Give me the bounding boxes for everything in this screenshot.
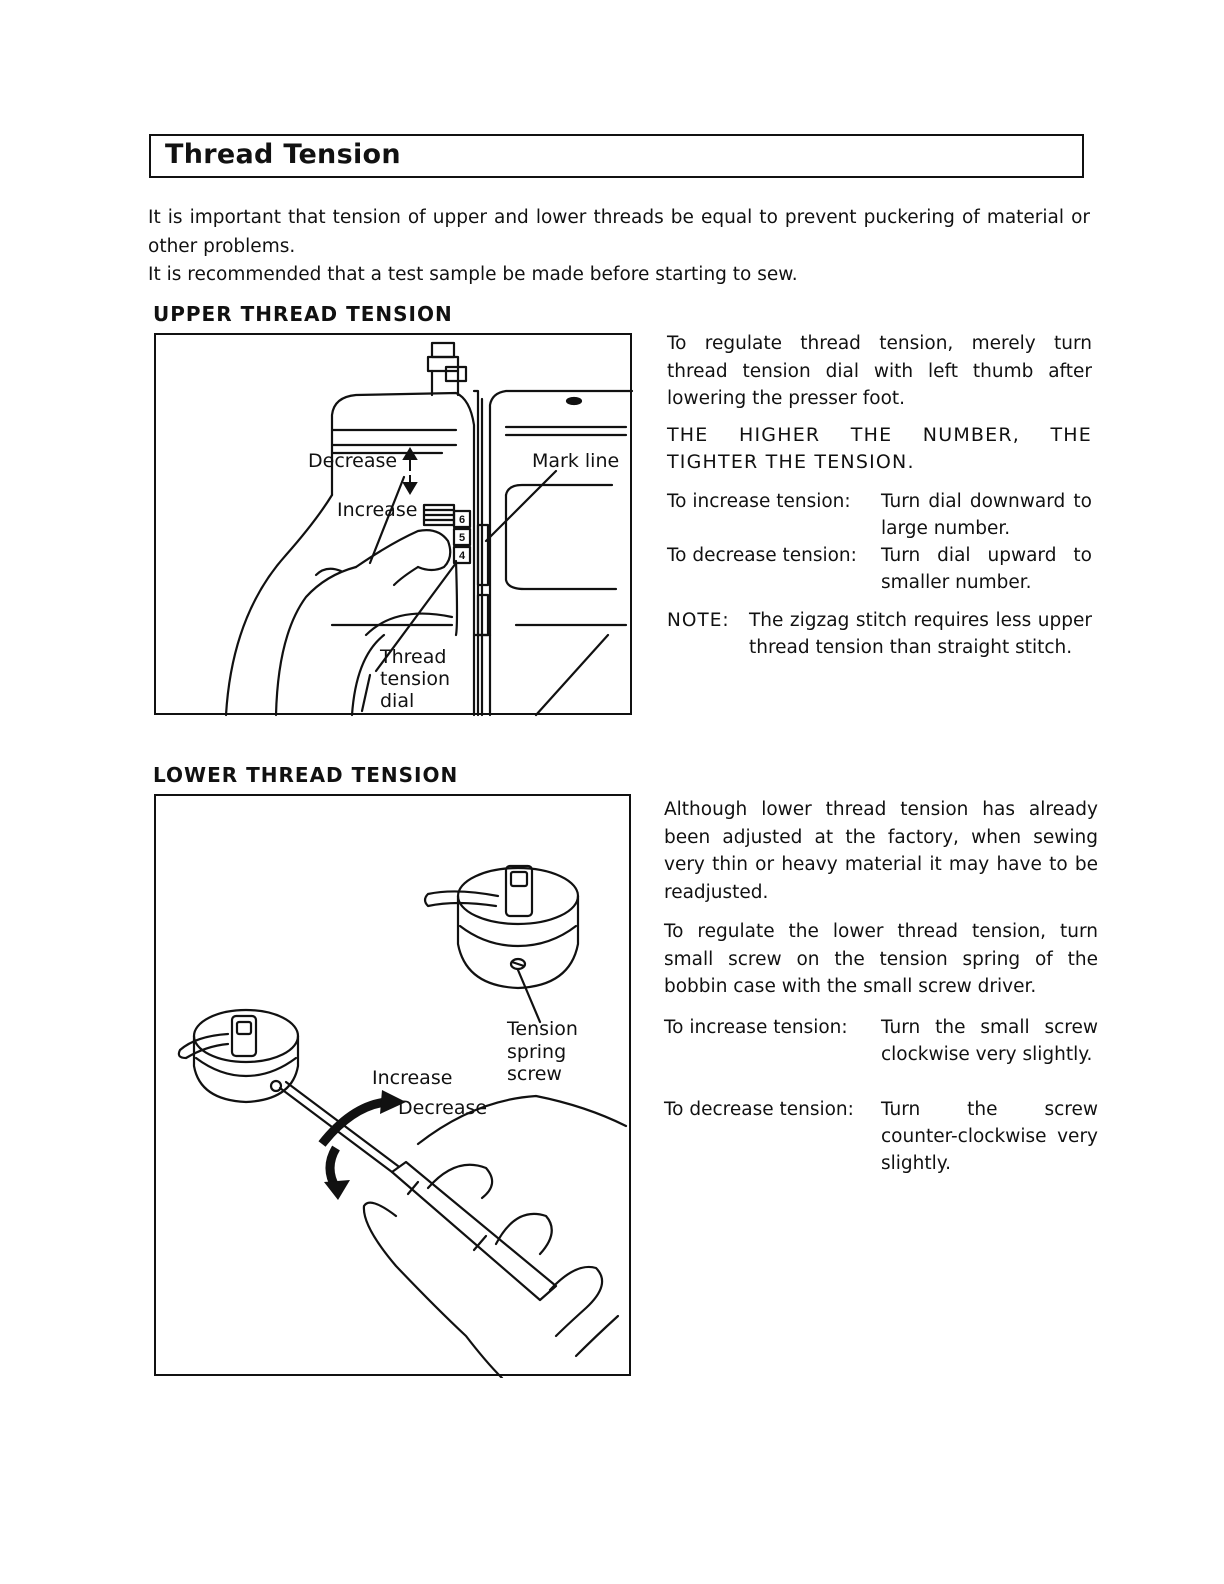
dial-label-line-3: dial xyxy=(380,690,415,712)
intro-line-1: It is important that tension of upper and lower threads be equal to prevent puckering of material or other problems. xyxy=(148,207,1090,257)
intro-text xyxy=(148,204,1090,290)
mark-line-label: Mark line xyxy=(532,450,620,472)
dial-number: 5 xyxy=(458,532,466,544)
upper-increase-row xyxy=(667,488,1092,542)
upper-decrease-key: To decrease tension: xyxy=(667,545,857,566)
note-value: The zigzag stitch requires less upper thread tension than straight stitch. xyxy=(749,610,1092,658)
intro-line-2: It is recommended that a test sample be made before starting to sew. xyxy=(148,264,798,285)
page-title: Thread Tension xyxy=(165,139,401,170)
lower-increase-label: Increase xyxy=(372,1067,453,1089)
upper-note-row xyxy=(667,607,1092,661)
upper-paragraph-1: To regulate thread tension, merely turn thread tension dial with left thumb after lowering the presser foot. xyxy=(667,333,1092,409)
lower-section-heading: LOWER THREAD TENSION xyxy=(153,763,459,787)
upper-section-heading: UPPER THREAD TENSION xyxy=(153,302,453,326)
dial-label-line-2: tension xyxy=(380,668,451,690)
lower-decrease-row xyxy=(664,1096,1098,1178)
lower-paragraph-1: Although lower thread tension has already been adjusted at the factory, when sewing very thin or heavy material it may have to be readjusted. xyxy=(664,799,1098,903)
upper-increase-key: To increase tension: xyxy=(667,491,851,512)
upper-increase-label: Increase xyxy=(337,499,418,521)
tension-label-line-3: screw xyxy=(507,1063,562,1085)
tension-label-line-1: Tension xyxy=(507,1018,578,1040)
lower-increase-row xyxy=(664,1014,1098,1096)
lower-paragraph-2: To regulate the lower thread tension, turn small screw on the tension spring of the bobbin case with the small screw driver. xyxy=(664,921,1098,997)
lower-decrease-key: To decrease tension: xyxy=(664,1099,854,1120)
lower-increase-key: To increase tension: xyxy=(664,1017,848,1038)
upper-decrease-label: Decrease xyxy=(308,450,398,472)
dial-number: 4 xyxy=(458,550,466,562)
lower-increase-value: Turn the small screw clockwise very slightly. xyxy=(881,1017,1098,1065)
upper-decrease-value: Turn dial upward to smaller number. xyxy=(881,545,1092,593)
upper-paragraph-2: THE HIGHER THE NUMBER, THE TIGHTER THE TENSION. xyxy=(667,424,1092,473)
note-key: NOTE: xyxy=(667,610,730,631)
upper-increase-value: Turn dial downward to large number. xyxy=(881,491,1092,539)
dial-number: 6 xyxy=(458,514,466,526)
upper-tension-figure xyxy=(154,333,632,715)
lower-decrease-label: Decrease xyxy=(398,1097,488,1119)
upper-decrease-row xyxy=(667,542,1092,596)
lower-decrease-value: Turn the screw counter-clockwise very slightly. xyxy=(881,1099,1098,1174)
tension-label-line-2: spring xyxy=(507,1041,567,1063)
dial-label-line-1: Thread xyxy=(380,646,447,668)
lower-tension-figure xyxy=(154,794,631,1376)
